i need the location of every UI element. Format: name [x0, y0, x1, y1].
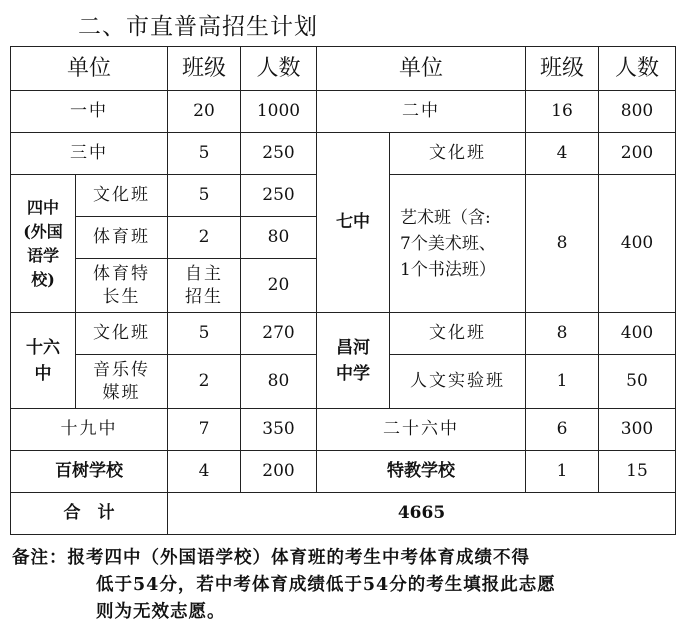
school-changhe: 昌河 中学	[317, 313, 390, 409]
page-title: 二、市直普高招生计划	[78, 14, 318, 40]
sanzhong-classes: 5	[168, 133, 241, 175]
qizhong-wenhua-label: 文化班	[390, 133, 526, 175]
school-erzhong: 二中	[317, 91, 526, 133]
header-people-right: 人数	[599, 47, 676, 91]
qizhong-yishu-people: 400	[599, 175, 676, 313]
total-label: 合 计	[11, 493, 168, 535]
shiliu-yinyue-classes: 2	[168, 355, 241, 409]
sizhong-wenhua-label: 文化班	[76, 175, 168, 217]
changhe-wenhua-classes: 8	[526, 313, 599, 355]
shiliu-wenhua-people: 270	[241, 313, 317, 355]
qizhong-wenhua-classes: 4	[526, 133, 599, 175]
school-sanzhong: 三中	[11, 133, 168, 175]
sizhong-tiyute-people: 20	[241, 259, 317, 313]
baishu-classes: 4	[168, 451, 241, 493]
table-row	[11, 313, 676, 355]
qizhong-yishu-label: 艺术班（含: 7个美术班、 1个书法班）	[390, 175, 526, 313]
qizhong-wenhua-people: 200	[599, 133, 676, 175]
footnote	[12, 545, 672, 626]
school-ershiliu: 二十六中	[317, 409, 526, 451]
baishu-people: 200	[241, 451, 317, 493]
shijiu-classes: 7	[168, 409, 241, 451]
shiliu-yinyue-label: 音乐传 媒班	[76, 355, 168, 409]
erzhong-people: 800	[599, 91, 676, 133]
ershiliu-people: 300	[599, 409, 676, 451]
sizhong-tiyu-label: 体育班	[76, 217, 168, 259]
yizhong-classes: 20	[168, 91, 241, 133]
table-row	[11, 409, 676, 451]
changhe-wenhua-label: 文化班	[390, 313, 526, 355]
sanzhong-people: 250	[241, 133, 317, 175]
header-row	[11, 47, 676, 91]
total-row	[11, 493, 676, 535]
shiliu-wenhua-label: 文化班	[76, 313, 168, 355]
tejiao-people: 15	[599, 451, 676, 493]
school-tejiao: 特教学校	[317, 451, 526, 493]
yizhong-people: 1000	[241, 91, 317, 133]
total-value: 4665	[168, 493, 676, 535]
footnote-line-2: 低于54分，若中考体育成绩低于54分的考生填报此志愿	[96, 575, 556, 595]
sizhong-tiyu-classes: 2	[168, 217, 241, 259]
shiliu-wenhua-classes: 5	[168, 313, 241, 355]
erzhong-classes: 16	[526, 91, 599, 133]
school-sizhong: 四中 (外国 语学 校)	[11, 175, 76, 313]
sizhong-wenhua-classes: 5	[168, 175, 241, 217]
school-yizhong: 一中	[11, 91, 168, 133]
shijiu-people: 350	[241, 409, 317, 451]
table-row	[11, 91, 676, 133]
changhe-renwen-people: 50	[599, 355, 676, 409]
table-row	[11, 451, 676, 493]
changhe-renwen-classes: 1	[526, 355, 599, 409]
school-qizhong: 七中	[317, 133, 390, 313]
header-unit-right: 单位	[317, 47, 526, 91]
tejiao-classes: 1	[526, 451, 599, 493]
school-baishu: 百树学校	[11, 451, 168, 493]
shiliu-yinyue-people: 80	[241, 355, 317, 409]
enrollment-table	[10, 46, 676, 535]
header-unit-left: 单位	[11, 47, 168, 91]
sizhong-wenhua-people: 250	[241, 175, 317, 217]
changhe-wenhua-people: 400	[599, 313, 676, 355]
school-shijiu: 十九中	[11, 409, 168, 451]
sizhong-tiyute-classes: 自主 招生	[168, 259, 241, 313]
sizhong-tiyu-people: 80	[241, 217, 317, 259]
school-shiliu: 十六 中	[11, 313, 76, 409]
changhe-renwen-label: 人文实验班	[390, 355, 526, 409]
header-classes-left: 班级	[168, 47, 241, 91]
table-row	[11, 133, 676, 175]
ershiliu-classes: 6	[526, 409, 599, 451]
header-classes-right: 班级	[526, 47, 599, 91]
header-people-left: 人数	[241, 47, 317, 91]
qizhong-yishu-classes: 8	[526, 175, 599, 313]
sizhong-tiyute-label: 体育特 长生	[76, 259, 168, 313]
footnote-line-1: 备注：报考四中（外国语学校）体育班的考生中考体育成绩不得	[12, 548, 530, 568]
footnote-line-3: 则为无效志愿。	[96, 602, 226, 622]
